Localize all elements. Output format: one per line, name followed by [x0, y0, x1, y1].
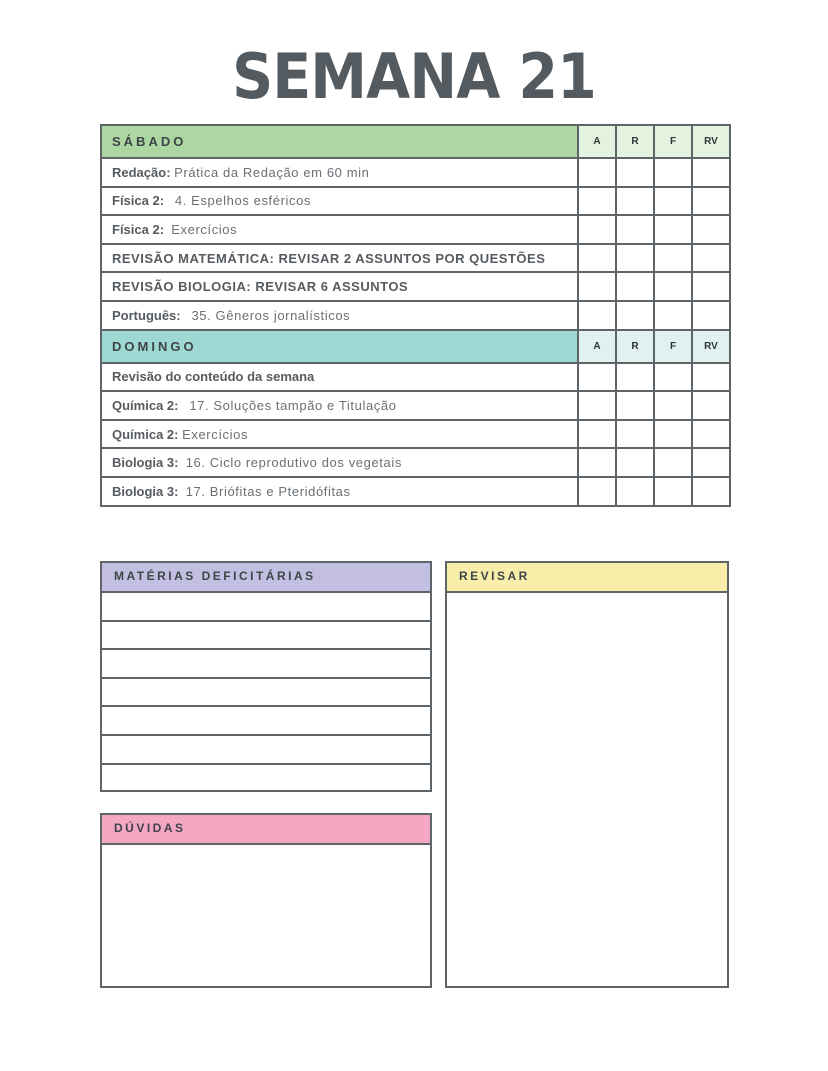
deficits-lines — [102, 593, 430, 793]
row-text: 16. Ciclo reprodutivo dos vegetais — [185, 455, 402, 471]
checkbox-cell[interactable] — [692, 363, 730, 392]
checkbox-cell[interactable] — [616, 420, 654, 449]
row-subject: Química 2: — [112, 426, 179, 442]
checkbox-cell[interactable] — [616, 187, 654, 216]
checkbox-cell[interactable] — [578, 363, 616, 392]
table-row — [101, 244, 730, 273]
row-subject: Biologia 3: — [112, 483, 179, 499]
checkbox-cell[interactable] — [616, 215, 654, 244]
review-area[interactable] — [447, 593, 727, 986]
checkbox-cell[interactable] — [616, 363, 654, 392]
deficits-line[interactable] — [102, 765, 430, 794]
checkbox-cell[interactable] — [578, 448, 616, 477]
checkbox-cell[interactable] — [692, 215, 730, 244]
row-text: Exercícios — [171, 221, 238, 237]
schedule-table — [100, 124, 731, 507]
table-row — [101, 215, 730, 244]
checkbox-cell[interactable] — [692, 448, 730, 477]
table-row — [101, 272, 730, 301]
review-box — [445, 561, 729, 988]
checkbox-cell[interactable] — [692, 244, 730, 273]
checkbox-cell[interactable] — [616, 158, 654, 187]
row-subject: Redação: — [112, 164, 171, 180]
row-text: 4. Espelhos esféricos — [174, 193, 312, 209]
checkbox-cell[interactable] — [578, 301, 616, 330]
table-row — [101, 363, 730, 392]
deficits-line[interactable] — [102, 679, 430, 708]
checkbox-cell[interactable] — [654, 187, 692, 216]
checkbox-cell[interactable] — [654, 215, 692, 244]
checkbox-cell[interactable] — [692, 158, 730, 187]
checkbox-cell[interactable] — [578, 391, 616, 420]
doubts-area[interactable] — [102, 845, 430, 986]
checkbox-cell[interactable] — [692, 272, 730, 301]
col-a-header: A — [578, 125, 616, 158]
saturday-label: SÁBADO — [101, 125, 578, 158]
col-a-header: A — [578, 330, 616, 363]
deficits-line[interactable] — [102, 650, 430, 679]
checkbox-cell[interactable] — [616, 244, 654, 273]
col-f-header: F — [654, 125, 692, 158]
deficits-box — [100, 561, 432, 792]
col-f-header: F — [654, 330, 692, 363]
checkbox-cell[interactable] — [654, 272, 692, 301]
col-rv-header: RV — [692, 125, 730, 158]
checkbox-cell[interactable] — [654, 477, 692, 506]
checkbox-cell[interactable] — [692, 187, 730, 216]
row-subject: Biologia 3: — [112, 455, 179, 471]
row-full-text: REVISÃO MATEMÁTICA: REVISAR 2 ASSUNTOS POR QUESTÕES — [112, 250, 546, 266]
checkbox-cell[interactable] — [578, 244, 616, 273]
row-text: 35. Gêneros jornalísticos — [191, 307, 351, 323]
checkbox-cell[interactable] — [654, 391, 692, 420]
review-header: REVISAR — [447, 563, 727, 593]
row-full-text: Revisão do conteúdo da semana — [112, 369, 315, 385]
checkbox-cell[interactable] — [616, 301, 654, 330]
checkbox-cell[interactable] — [654, 244, 692, 273]
checkbox-cell[interactable] — [692, 301, 730, 330]
checkbox-cell[interactable] — [692, 420, 730, 449]
checkbox-cell[interactable] — [578, 215, 616, 244]
checkbox-cell[interactable] — [578, 420, 616, 449]
row-text: 17. Briófitas e Pteridófitas — [185, 483, 351, 499]
checkbox-cell[interactable] — [654, 448, 692, 477]
row-text: 17. Soluções tampão e Titulação — [189, 397, 397, 413]
deficits-line[interactable] — [102, 622, 430, 651]
row-subject: Física 2: — [112, 193, 165, 209]
sunday-header-row — [101, 330, 730, 363]
page-title: SEMANA 21 — [232, 40, 596, 113]
checkbox-cell[interactable] — [616, 477, 654, 506]
checkbox-cell[interactable] — [692, 477, 730, 506]
col-rv-header: RV — [692, 330, 730, 363]
row-text: Prática da Redação em 60 min — [174, 164, 370, 180]
checkbox-cell[interactable] — [654, 158, 692, 187]
col-r-header: R — [616, 330, 654, 363]
checkbox-cell[interactable] — [616, 391, 654, 420]
deficits-line[interactable] — [102, 736, 430, 765]
deficits-line[interactable] — [102, 593, 430, 622]
row-text: Exercícios — [182, 426, 249, 442]
checkbox-cell[interactable] — [578, 477, 616, 506]
checkbox-cell[interactable] — [578, 272, 616, 301]
table-row — [101, 158, 730, 187]
checkbox-cell[interactable] — [616, 448, 654, 477]
row-subject: Português: — [112, 307, 181, 323]
checkbox-cell[interactable] — [578, 187, 616, 216]
table-row — [101, 391, 730, 420]
checkbox-cell[interactable] — [616, 272, 654, 301]
table-row — [101, 477, 730, 506]
checkbox-cell[interactable] — [578, 158, 616, 187]
table-row — [101, 301, 730, 330]
row-subject: Física 2: — [112, 221, 165, 237]
row-full-text: REVISÃO BIOLOGIA: REVISAR 6 ASSUNTOS — [112, 279, 409, 295]
sunday-label: DOMINGO — [101, 330, 578, 363]
deficits-header: MATÉRIAS DEFICITÁRIAS — [102, 563, 430, 593]
saturday-header-row — [101, 125, 730, 158]
checkbox-cell[interactable] — [692, 391, 730, 420]
checkbox-cell[interactable] — [654, 363, 692, 392]
row-subject: Química 2: — [112, 397, 179, 413]
deficits-line[interactable] — [102, 707, 430, 736]
table-row — [101, 187, 730, 216]
checkbox-cell[interactable] — [654, 301, 692, 330]
table-row — [101, 448, 730, 477]
col-r-header: R — [616, 125, 654, 158]
doubts-header: DÚVIDAS — [102, 815, 430, 845]
table-row — [101, 420, 730, 449]
doubts-box — [100, 813, 432, 988]
checkbox-cell[interactable] — [654, 420, 692, 449]
